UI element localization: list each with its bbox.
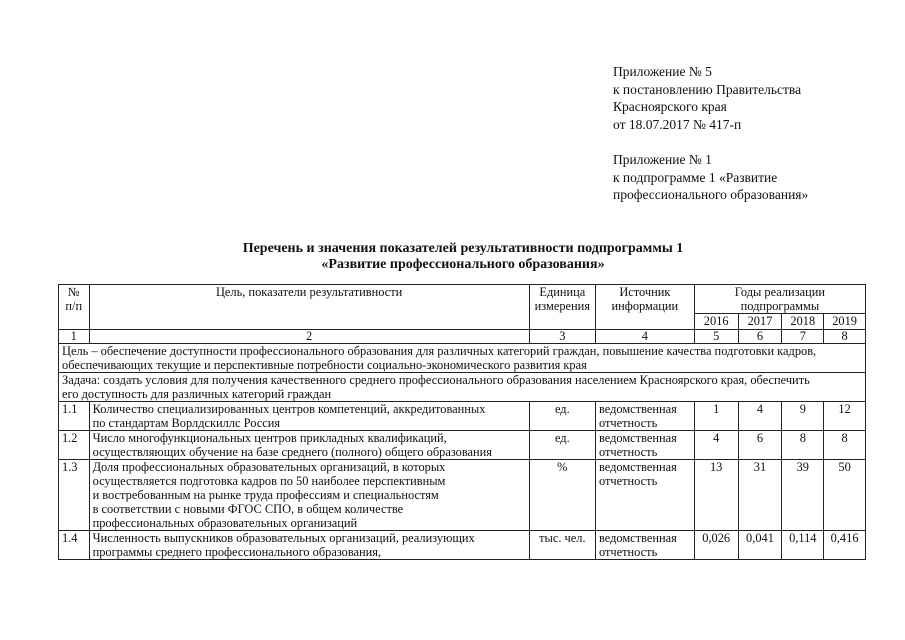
header-year: 2017 [738, 314, 782, 330]
indicator-name-line: осуществляющих обучение на базе среднего (полного) общего образования [92, 445, 492, 459]
header-unit-line: измерения [534, 299, 591, 313]
indicator-name-line: по стандартам Ворлдскиллс Россия [92, 416, 281, 430]
indicator-name-line: в соответствии с новыми ФГОС СПО, в общем количестве [92, 502, 404, 516]
appendix-sub-line: к подпрограмме 1 «Развитие [613, 169, 778, 185]
header-source-line: Источник [619, 285, 671, 299]
indicator-name-line: Численность выпускников образовательных организаций, реализующих [92, 531, 475, 545]
header-goal: Цель, показатели результативности [89, 285, 529, 330]
appendix-main-line: Красноярского края [613, 99, 727, 114]
source-line: ведомственная [598, 531, 677, 545]
appendix-main-line: Приложение № 5 [613, 64, 712, 79]
row-value-2017: 0,041 [738, 531, 782, 560]
table-row [59, 431, 866, 460]
indicator-name-line: Доля профессиональных образовательных организаций, в которых [92, 460, 446, 474]
row-value-2019: 12 [824, 402, 866, 431]
task-text-line: Задача: создать условия для получения качественного среднего профессионального образования населением Красноярского края, обеспечить [62, 373, 810, 387]
document-title-line: «Развитие профессионального образования» [321, 257, 605, 272]
header-years-line: подпрограммы [740, 299, 820, 313]
appendix-main-line: от 18.07.2017 № 417-п [613, 116, 742, 132]
source-line: отчетность [598, 545, 658, 559]
row-value-2019: 0,416 [824, 531, 866, 560]
indicator-name-line: и востребованным на рынке труда профессиям и специальностям [92, 488, 439, 502]
header-num [59, 285, 90, 330]
header-source [595, 285, 694, 330]
row-number: 1.3 [59, 460, 90, 531]
table-row [59, 460, 866, 531]
row-value-2017: 4 [738, 402, 782, 431]
row-unit: % [529, 460, 595, 531]
row-value-2018: 9 [782, 402, 824, 431]
header-num-line: п/п [65, 299, 83, 313]
table-row [59, 402, 866, 431]
task-text [59, 373, 866, 402]
appendix-main-line: к постановлению Правительства [613, 81, 802, 97]
row-number: 1.1 [59, 402, 90, 431]
table-row [59, 531, 866, 560]
row-value-2016: 0,026 [694, 531, 738, 560]
row-value-2018: 8 [782, 431, 824, 460]
column-number: 8 [824, 330, 866, 344]
row-value-2018: 0,114 [782, 531, 824, 560]
row-indicator-name [89, 402, 529, 431]
source-line: отчетность [598, 416, 658, 430]
header-unit [529, 285, 595, 330]
header-year: 2018 [782, 314, 824, 330]
header-year: 2019 [824, 314, 866, 330]
column-number: 7 [782, 330, 824, 344]
header-source-line: информации [611, 299, 679, 313]
goal-text [59, 344, 866, 373]
row-indicator-name [89, 431, 529, 460]
appendix-sub-line: Приложение № 1 [613, 152, 712, 167]
document-title [60, 241, 866, 273]
indicator-name-line: профессиональных образовательных организаций [92, 516, 358, 530]
goal-text-line: Цель – обеспечение доступности профессионального образования для различных категорий граждан, повышение качества подготовки кадров, [62, 344, 817, 358]
appendix-sub-line: профессионального образования» [613, 187, 809, 202]
row-source [595, 402, 694, 431]
column-number: 5 [694, 330, 738, 344]
row-value-2019: 8 [824, 431, 866, 460]
row-unit: ед. [529, 402, 595, 431]
row-source [595, 460, 694, 531]
source-line: ведомственная [598, 431, 677, 445]
row-number: 1.4 [59, 531, 90, 560]
row-value-2018: 39 [782, 460, 824, 531]
row-source [595, 531, 694, 560]
header-year: 2016 [694, 314, 738, 330]
source-line: ведомственная [598, 402, 677, 416]
header-num-line: № [67, 285, 80, 299]
column-number: 2 [89, 330, 529, 344]
header-unit-line: Единица [539, 285, 586, 299]
row-value-2019: 50 [824, 460, 866, 531]
column-numbers-row [59, 330, 866, 344]
row-unit: ед. [529, 431, 595, 460]
document-title-line: Перечень и значения показателей результативности подпрограммы 1 [242, 241, 684, 256]
row-unit: тыс. чел. [529, 531, 595, 560]
row-indicator-name [89, 460, 529, 531]
table-header-row [59, 285, 866, 314]
task-row [59, 373, 866, 402]
column-number: 1 [59, 330, 90, 344]
appendix-sub-block [613, 151, 893, 204]
row-value-2016: 4 [694, 431, 738, 460]
source-line: отчетность [598, 445, 658, 459]
row-number: 1.2 [59, 431, 90, 460]
column-number: 6 [738, 330, 782, 344]
indicator-name-line: программы среднего профессионального образования, [92, 545, 382, 559]
source-line: отчетность [598, 474, 658, 488]
goal-row [59, 344, 866, 373]
indicator-name-line: Число многофункциональных центров прикладных квалификаций, [92, 431, 447, 445]
row-value-2017: 6 [738, 431, 782, 460]
header-years-group [694, 285, 865, 314]
indicator-name-line: осуществляется подготовка кадров по 50 наиболее перспективным [92, 474, 446, 488]
row-value-2016: 13 [694, 460, 738, 531]
row-source [595, 431, 694, 460]
row-indicator-name [89, 531, 529, 560]
column-number: 4 [595, 330, 694, 344]
header-years-line: Годы реализации [734, 285, 825, 299]
row-value-2017: 31 [738, 460, 782, 531]
indicators-table [58, 284, 866, 560]
source-line: ведомственная [598, 460, 677, 474]
task-text-line: его доступность для различных категорий граждан [62, 387, 332, 401]
indicator-name-line: Количество специализированных центров компетенций, аккредитованных [92, 402, 486, 416]
appendix-main-block [613, 63, 893, 133]
column-number: 3 [529, 330, 595, 344]
row-value-2016: 1 [694, 402, 738, 431]
goal-text-line: обеспечивающих текущие и перспективные потребности социально-экономического развития края [62, 358, 587, 372]
